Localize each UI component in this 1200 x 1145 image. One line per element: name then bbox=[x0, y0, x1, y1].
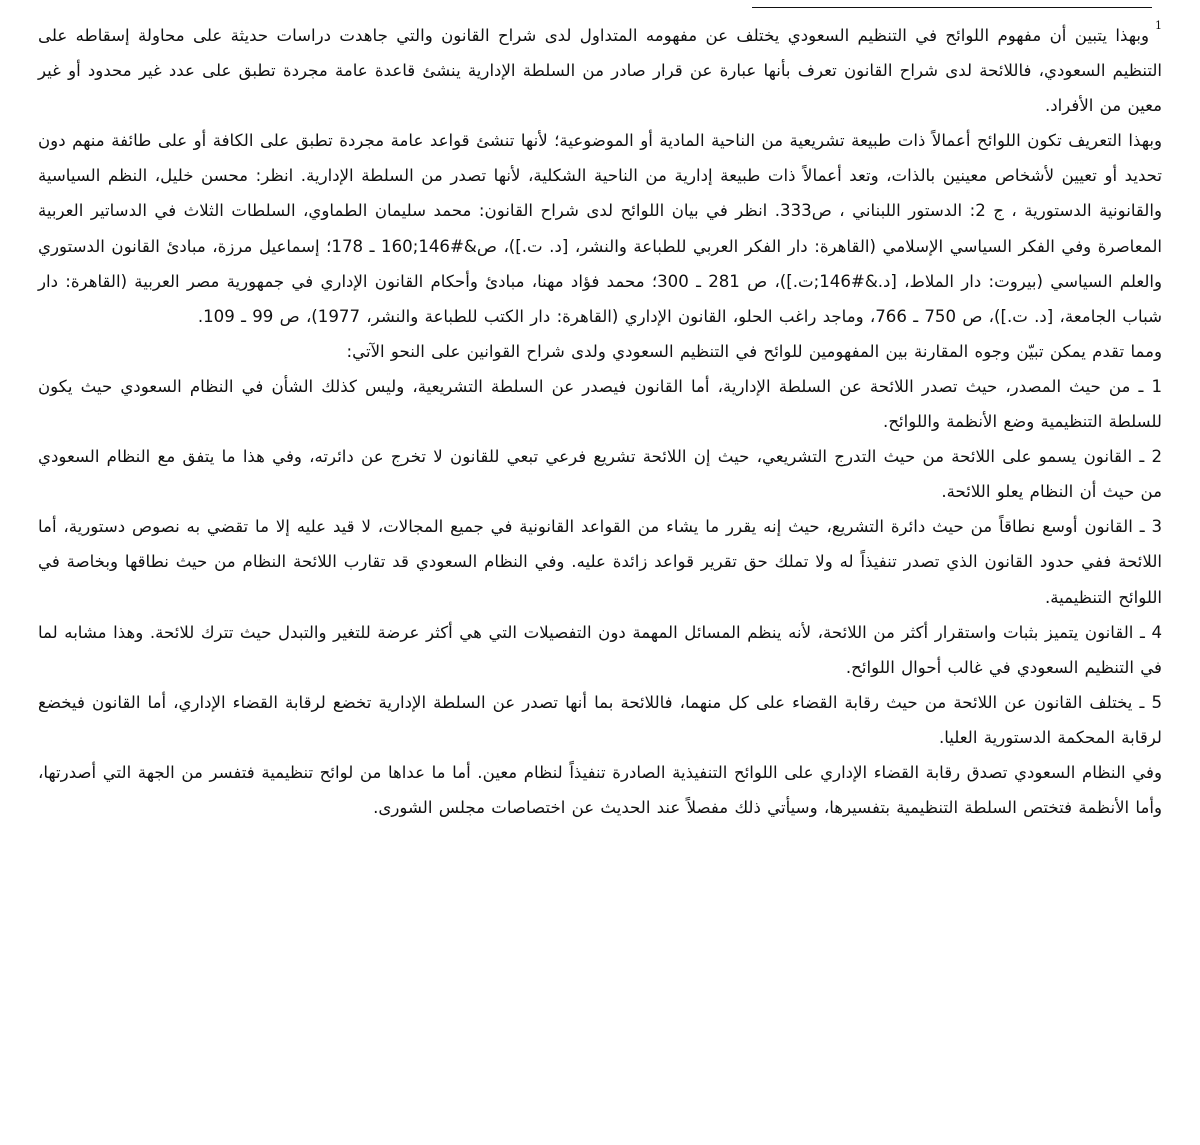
comparison-item: 2 ـ القانون يسمو على اللائحة من حيث التدرج التشريعي، حيث إن اللائحة تشريع فرعي تبعي للقانون لا تخرج عن دائرته، وفي هذا ما يتفق مع النظام السعودي من حيث أن النظام يعلو اللائحة. bbox=[38, 447, 1162, 502]
footnote-paragraph: ومما تقدم يمكن تبيّن وجوه المقارنة بين المفهومين للوائح في التنظيم السعودي ولدى شراح القوانين على النحو الآتي: bbox=[346, 341, 1162, 361]
comparison-item: 5 ـ يختلف القانون عن اللائحة من حيث رقابة القضاء على كل منهما، فاللائحة بما أنها تصدر عن السلطة الإدارية تخضع لرقابة القضاء الإداري، أما القانون فيخضع لرقابة المحكمة الدستورية العليا. bbox=[38, 692, 1162, 747]
comparison-item: 3 ـ القانون أوسع نطاقاً من حيث دائرة التشريع، حيث إنه يقرر ما يشاء من القواعد القانونية في جميع المجالات، لا قيد عليه إلا ما تقضي به نصوص دستورية، أما اللائحة ففي حدود القانون الذي تصدر تنفيذاً له ولا تملك حق تقرير قواعد زائدة عليه. وفي النظام السعودي قد تقارب اللائحة النظام من حيث نطاقها وبخاصة في اللوائح التنظيمية. bbox=[38, 517, 1162, 607]
footnote-marker: 1 bbox=[1155, 19, 1162, 32]
footnote-page bbox=[38, 0, 1162, 1145]
footnote-paragraph: وفي النظام السعودي تصدق رقابة القضاء الإداري على اللوائح التنفيذية الصادرة تنفيذاً لنظام معين. أما ما عداها من لوائح تنظيمية فتفسر من الجهة التي أصدرتها، وأما الأنظمة فتختص السلطة التنظيمية بتفسيرها، وسيأتي ذلك مفصلاً عند الحديث عن اختصاصات مجلس الشورى. bbox=[38, 762, 1162, 818]
footnote-paragraph: وبهذا التعريف تكون اللوائح أعمالاً ذات طبيعة تشريعية من الناحية المادية أو الموضوعية؛ لأنها تنشئ قواعد عامة مجردة تطبق على الكافة أو على طائفة منهم دون تحديد أو تعيين لأشخاص معينين بالذات، وتعد أعمالاً ذات طبيعة إدارية من الناحية الشكلية، لأنها تصدر من السلطة الإدارية. انظر: محسن خليل، النظم السياسية والقانونية الدستورية ، ج 2: الدستور اللبناني ، ص333. انظر في بيان اللوائح لدى شراح القانون: محمد سليمان الطماوي، السلطات الثلاث في الدساتير العربية المعاصرة وفي الفكر السياسي الإسلامي (القاهرة: دار الفكر العربي للطباعة والنشر، [د. ت.])، ص&#146;160 ـ 178؛ إسماعيل مرزة، مبادئ القانون الدستوري والعلم السياسي (بيروت: دار الملاط، [د.&#146;ت.])، ص 281 ـ 300؛ محمد فؤاد مهنا، مبادئ وأحكام القانون الإداري في جمهورية مصر العربية (القاهرة: دار شباب الجامعة، [د. ت.])، ص 750 ـ 766، وماجد راغب الحلو، القانون الإداري (القاهرة: دار الكتب للطباعة والنشر، 1977)، ص 99 ـ 109. bbox=[38, 131, 1163, 326]
footnote-text bbox=[38, 18, 1162, 825]
footnote-paragraph-text: وبهذا يتبين أن مفهوم اللوائح في التنظيم السعودي يختلف عن مفهومه المتداول لدى شراح القانون والتي جاهدت دراسات حديثة على محاولة إسقاطه على التنظيم السعودي، فاللائحة لدى شراح القانون تعرف بأنها عبارة عن قرار صادر من السلطة الإدارية ينشئ قاعدة عامة مجردة تطبق على عدد غير محدود أو غير معين من الأفراد. bbox=[38, 26, 1162, 116]
footnote-paragraph bbox=[38, 18, 1162, 123]
comparison-item: 4 ـ القانون يتميز بثبات واستقرار أكثر من اللائحة، لأنه ينظم المسائل المهمة دون التفصيلات التي هي أكثر عرضة للتغير والتبدل حيث تترك للائحة. وهذا مشابه لما في التنظيم السعودي في غالب أحوال اللوائح. bbox=[38, 622, 1162, 677]
comparison-item: 1 ـ من حيث المصدر، حيث تصدر اللائحة عن السلطة الإدارية، أما القانون فيصدر عن السلطة التشريعية، وليس كذلك الشأن في النظام السعودي حيث يكون للسلطة التنظيمية وضع الأنظمة واللوائح. bbox=[38, 376, 1162, 432]
footnote-separator-rule bbox=[752, 7, 1152, 8]
